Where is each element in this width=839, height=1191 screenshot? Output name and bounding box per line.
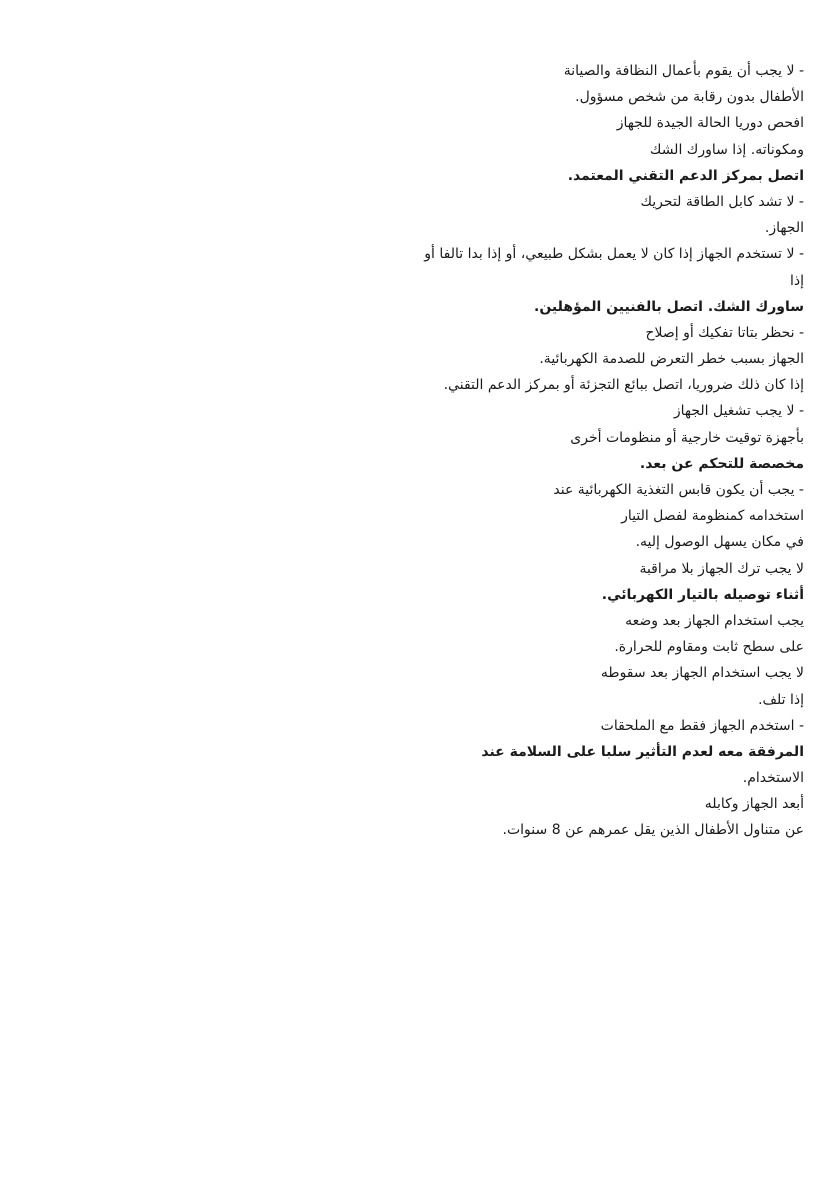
text-line: أثناء توصيله بالتيار الكهربائي. bbox=[601, 586, 804, 603]
text-line: ساورك الشك. اتصل بالفنيين المؤهلين. bbox=[534, 298, 804, 315]
text-line: بأجهزة توقيت خارجية أو منظومات أخرى bbox=[570, 429, 804, 446]
text-line: - يجب أن يكون قابس التغذية الكهربائية عند bbox=[553, 482, 804, 498]
text-line: أبعد الجهاز وكابله bbox=[704, 796, 804, 813]
text-line: في مكان يسهل الوصول إليه. bbox=[635, 534, 804, 551]
text-line: ومكوناته. إذا ساورك الشك bbox=[649, 141, 804, 158]
text-line: مخصصة للتحكم عن بعد. bbox=[639, 455, 804, 472]
text-line: الاستخدام. bbox=[742, 770, 804, 787]
text-line: الأطفال بدون رقابة من شخص مسؤول. bbox=[575, 89, 804, 106]
text-line: إذا كان ذلك ضروريا، اتصل ببائع التجزئة أو بمركز الدعم التقني. bbox=[443, 377, 804, 394]
text-line: - لا يجب أن يقوم بأعمال النظافة والصيانة bbox=[563, 63, 804, 79]
text-line: الجهاز بسبب خطر التعرض للصدمة الكهربائية. bbox=[539, 351, 804, 368]
text-line: على سطح ثابت ومقاوم للحرارة. bbox=[614, 639, 804, 656]
text-line: عن متناول الأطفال الذين يقل عمرهم عن 8 سنوات. bbox=[502, 822, 804, 839]
safety-instructions-text bbox=[204, 58, 804, 844]
text-line: - لا تستخدم الجهاز إذا كان لا يعمل بشكل طبيعي، أو إذا بدا تالفا أو bbox=[424, 246, 804, 263]
text-line: المرفقة معه لعدم التأثير سلبا على السلامة عند bbox=[481, 743, 804, 760]
text-line: افحص دوريا الحالة الجيدة للجهاز bbox=[616, 115, 804, 132]
text-line: إذا bbox=[789, 272, 804, 289]
text-line: استخدامه كمنظومة لفصل التيار bbox=[621, 508, 804, 525]
text-line: - لا يجب تشغيل الجهاز bbox=[673, 403, 804, 420]
text-line: - استخدم الجهاز فقط مع الملحقات bbox=[600, 717, 804, 734]
text-line: يجب استخدام الجهاز بعد وضعه bbox=[625, 612, 804, 629]
text-line: - لا تشد كابل الطاقة لتحريك bbox=[640, 193, 804, 210]
text-line: إذا تلف. bbox=[758, 691, 804, 708]
text-line: الجهاز. bbox=[764, 220, 804, 237]
text-line: اتصل بمركز الدعم التقني المعتمد. bbox=[567, 167, 804, 184]
text-line: لا يجب ترك الجهاز بلا مراقبة bbox=[639, 560, 804, 577]
text-line: - نحظر بتاتا تفكيك أو إصلاح bbox=[645, 324, 804, 341]
text-line: لا يجب استخدام الجهاز بعد سقوطه bbox=[600, 665, 804, 682]
